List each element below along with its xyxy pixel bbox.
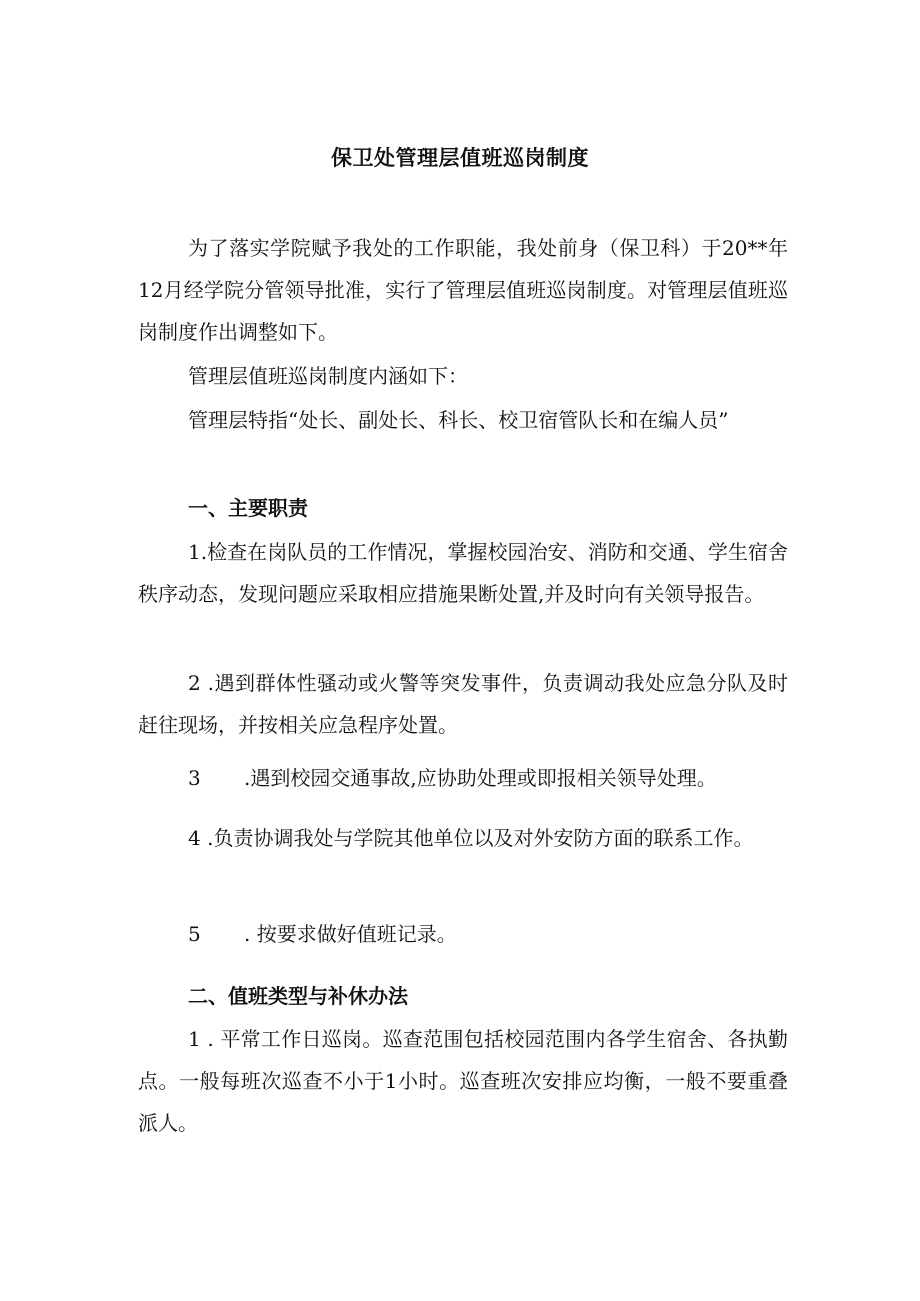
intro-paragraph-2: 管理层值班巡岗制度内涵如下： [188, 364, 468, 388]
section-1-heading: 一、主要职责 [188, 496, 308, 520]
section-2-item-1: 1 . 平常工作日巡岗。巡查范围包括校园范围内各学生宿舍、各执勤点。一般每班次巡查不小于1小时。巡查班次安排应均衡，一般不要重叠派人。 [138, 1027, 788, 1135]
section-1-item-2: 2 .遇到群体性骚动或火警等突发事件，负责调动我处应急分队及时赶往现场，并按相关应急程序处置。 [138, 671, 788, 737]
item-text: .遇到校园交通事故,应协助处理或即报相关领导处理。 [244, 766, 717, 790]
document-title: 保卫处管理层值班巡岗制度 [331, 145, 589, 170]
section-1-item-5 [188, 913, 798, 955]
section-2-heading: 二、值班类型与补休办法 [188, 984, 408, 1008]
intro-paragraph: 为了落实学院赋予我处的工作职能，我处前身（保卫科）于20**年12月经学院分管领导批准，实行了管理层值班巡岗制度。对管理层值班巡岗制度作出调整如下。 [138, 236, 788, 344]
section-1-item-1: 1.检查在岗队员的工作情况，掌握校园治安、消防和交通、学生宿舍秩序动态，发现问题应采取相应措施果断处置,并及时向有关领导报告。 [138, 540, 788, 606]
item-number: 3 [188, 766, 201, 790]
item-number: 5 [188, 922, 201, 946]
section-1-item-3 [188, 757, 798, 799]
item-text: . 按要求做好值班记录。 [244, 922, 457, 946]
intro-paragraph-3: 管理层特指“处长、副处长、科长、校卫宿管队长和在编人员” [188, 408, 729, 432]
section-1-item-4: 4 .负责协调我处与学院其他单位以及对外安防方面的联系工作。 [188, 826, 754, 850]
